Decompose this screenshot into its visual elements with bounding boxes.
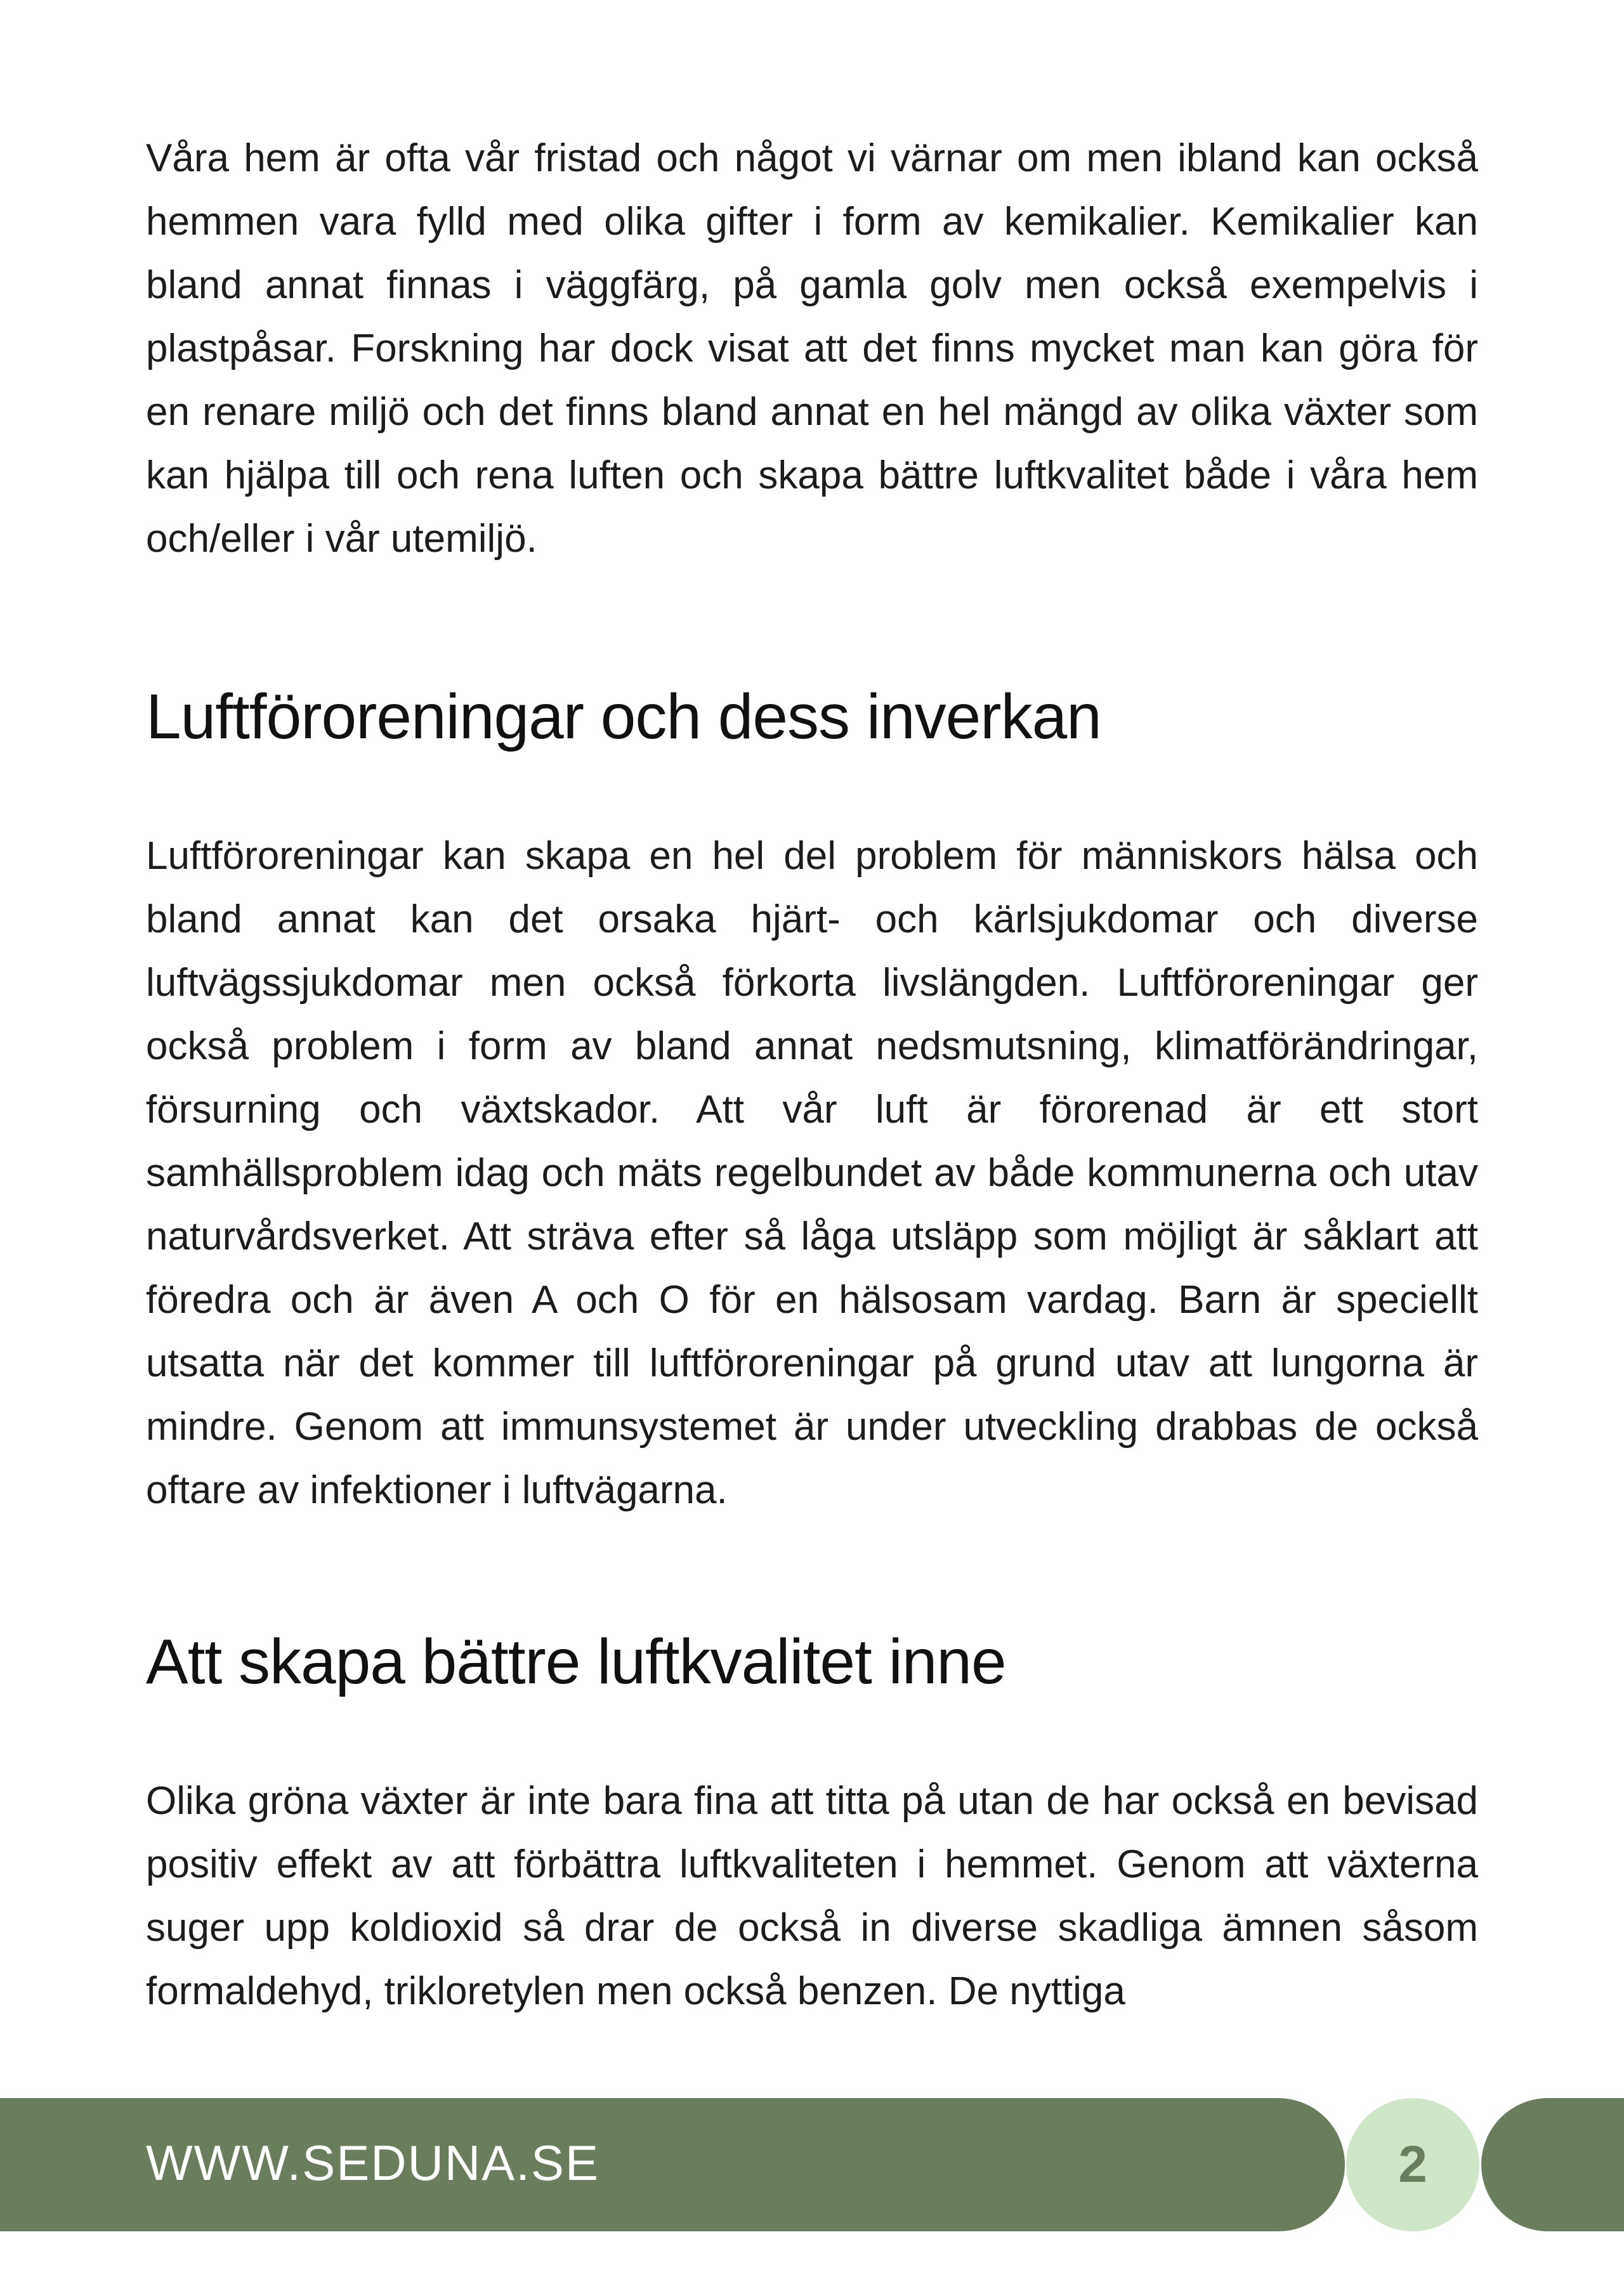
footer-website-link[interactable]: WWW.SEDUNA.SE — [146, 2135, 600, 2191]
document-body — [146, 127, 1478, 2023]
intro-paragraph: Våra hem är ofta vår fristad och något vi värnar om men ibland kan också hemmen vara fylld med olika gifter i form av kemikalier. Kemikalier kan bland annat finnas i väggfärg, på gamla golv men också exempelvis i plastpåsar. Forskning har dock visat att det finns mycket man kan göra för en renare miljö och det finns bland annat en hel mängd av olika växter som kan hjälpa till och rena luften och skapa bättre luftkvalitet både i våra hem och/eller i vår utemiljö. — [146, 136, 1478, 561]
section-heading-indoor: Att skapa bättre luftkvalitet inne — [146, 1626, 1006, 1697]
page-number: 2 — [1398, 2136, 1427, 2193]
indoor-paragraph: Olika gröna växter är inte bara fina att titta på utan de har också en bevisad positiv effekt av att förbättra luftkvaliteten i hemmet. Genom att växterna suger upp koldioxid så drar de också in diverse skadliga ämnen såsom formaldehyd, trikloretylen men också benzen. De nyttiga — [146, 1779, 1478, 2013]
page-number-badge — [1346, 2098, 1479, 2231]
footer-right-tab — [1481, 2098, 1624, 2231]
section-heading-pollution: Luftföroreningar och dess inverkan — [146, 681, 1101, 752]
pollution-paragraph: Luftföroreningar kan skapa en hel del problem för människors hälsa och bland annat kan det orsaka hjärt- och kärlsjukdomar och diverse luftvägssjukdomar men också förkorta livslängden. Luftföroreningar ger också problem i form av bland annat nedsmutsning, klimatförändringar, försurning och växtskador. Att vår luft är förorenad är ett stort samhällsproblem idag och mäts regelbundet av både kommunerna och utav naturvårdsverket. Att sträva efter så låga utsläpp som möjligt är såklart att föredra och är även A och O för en hälsosam vardag. Barn är speciellt utsatta när det kommer till luftföroreningar på grund utav att lungorna är mindre. Genom att immunsystemet är under utveckling drabbas de också oftare av infektioner i luftvägarna. — [146, 834, 1478, 1512]
